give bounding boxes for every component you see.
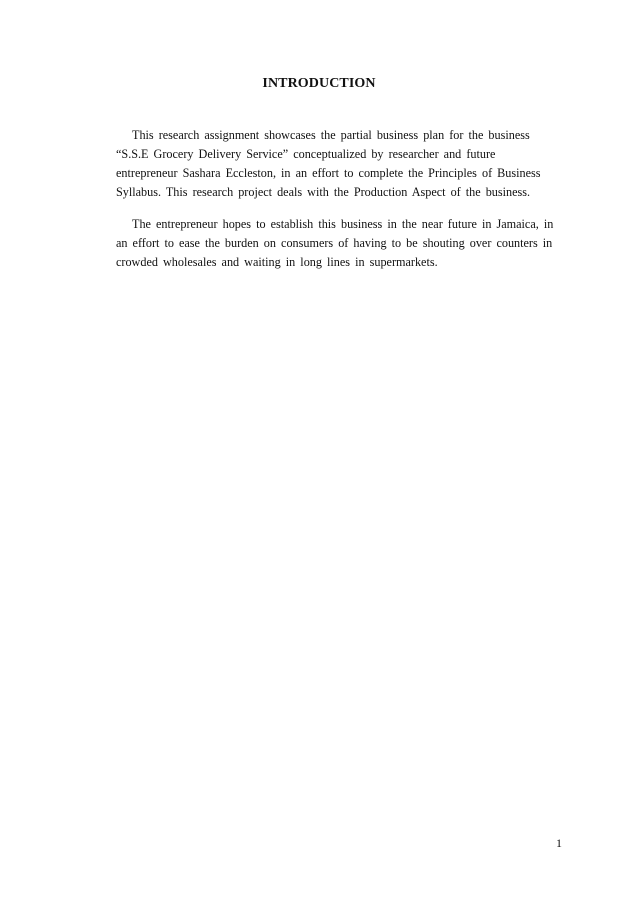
paragraph-intro bbox=[116, 126, 546, 202]
paragraph-line: entrepreneur Sashara Eccleston, in an effort to complete the Principles of Business bbox=[116, 166, 541, 180]
paragraph-line: This research assignment showcases the partial business plan for the business bbox=[132, 128, 530, 142]
paragraph-line: Syllabus. This research project deals with the Production Aspect of the business. bbox=[116, 185, 531, 199]
paragraph-line: The entrepreneur hopes to establish this business in the near future in Jamaica, in bbox=[132, 217, 554, 231]
paragraph-line: an effort to ease the burden on consumers of having to be shouting over counters in bbox=[116, 236, 553, 250]
page-number: 1 bbox=[556, 836, 562, 850]
paragraph-line: crowded wholesales and waiting in long lines in supermarkets. bbox=[116, 255, 438, 269]
paragraph-line: “S.S.E Grocery Delivery Service” conceptualized by researcher and future bbox=[116, 147, 496, 161]
paragraph-goal bbox=[116, 215, 554, 272]
page-title: INTRODUCTION bbox=[262, 76, 376, 91]
